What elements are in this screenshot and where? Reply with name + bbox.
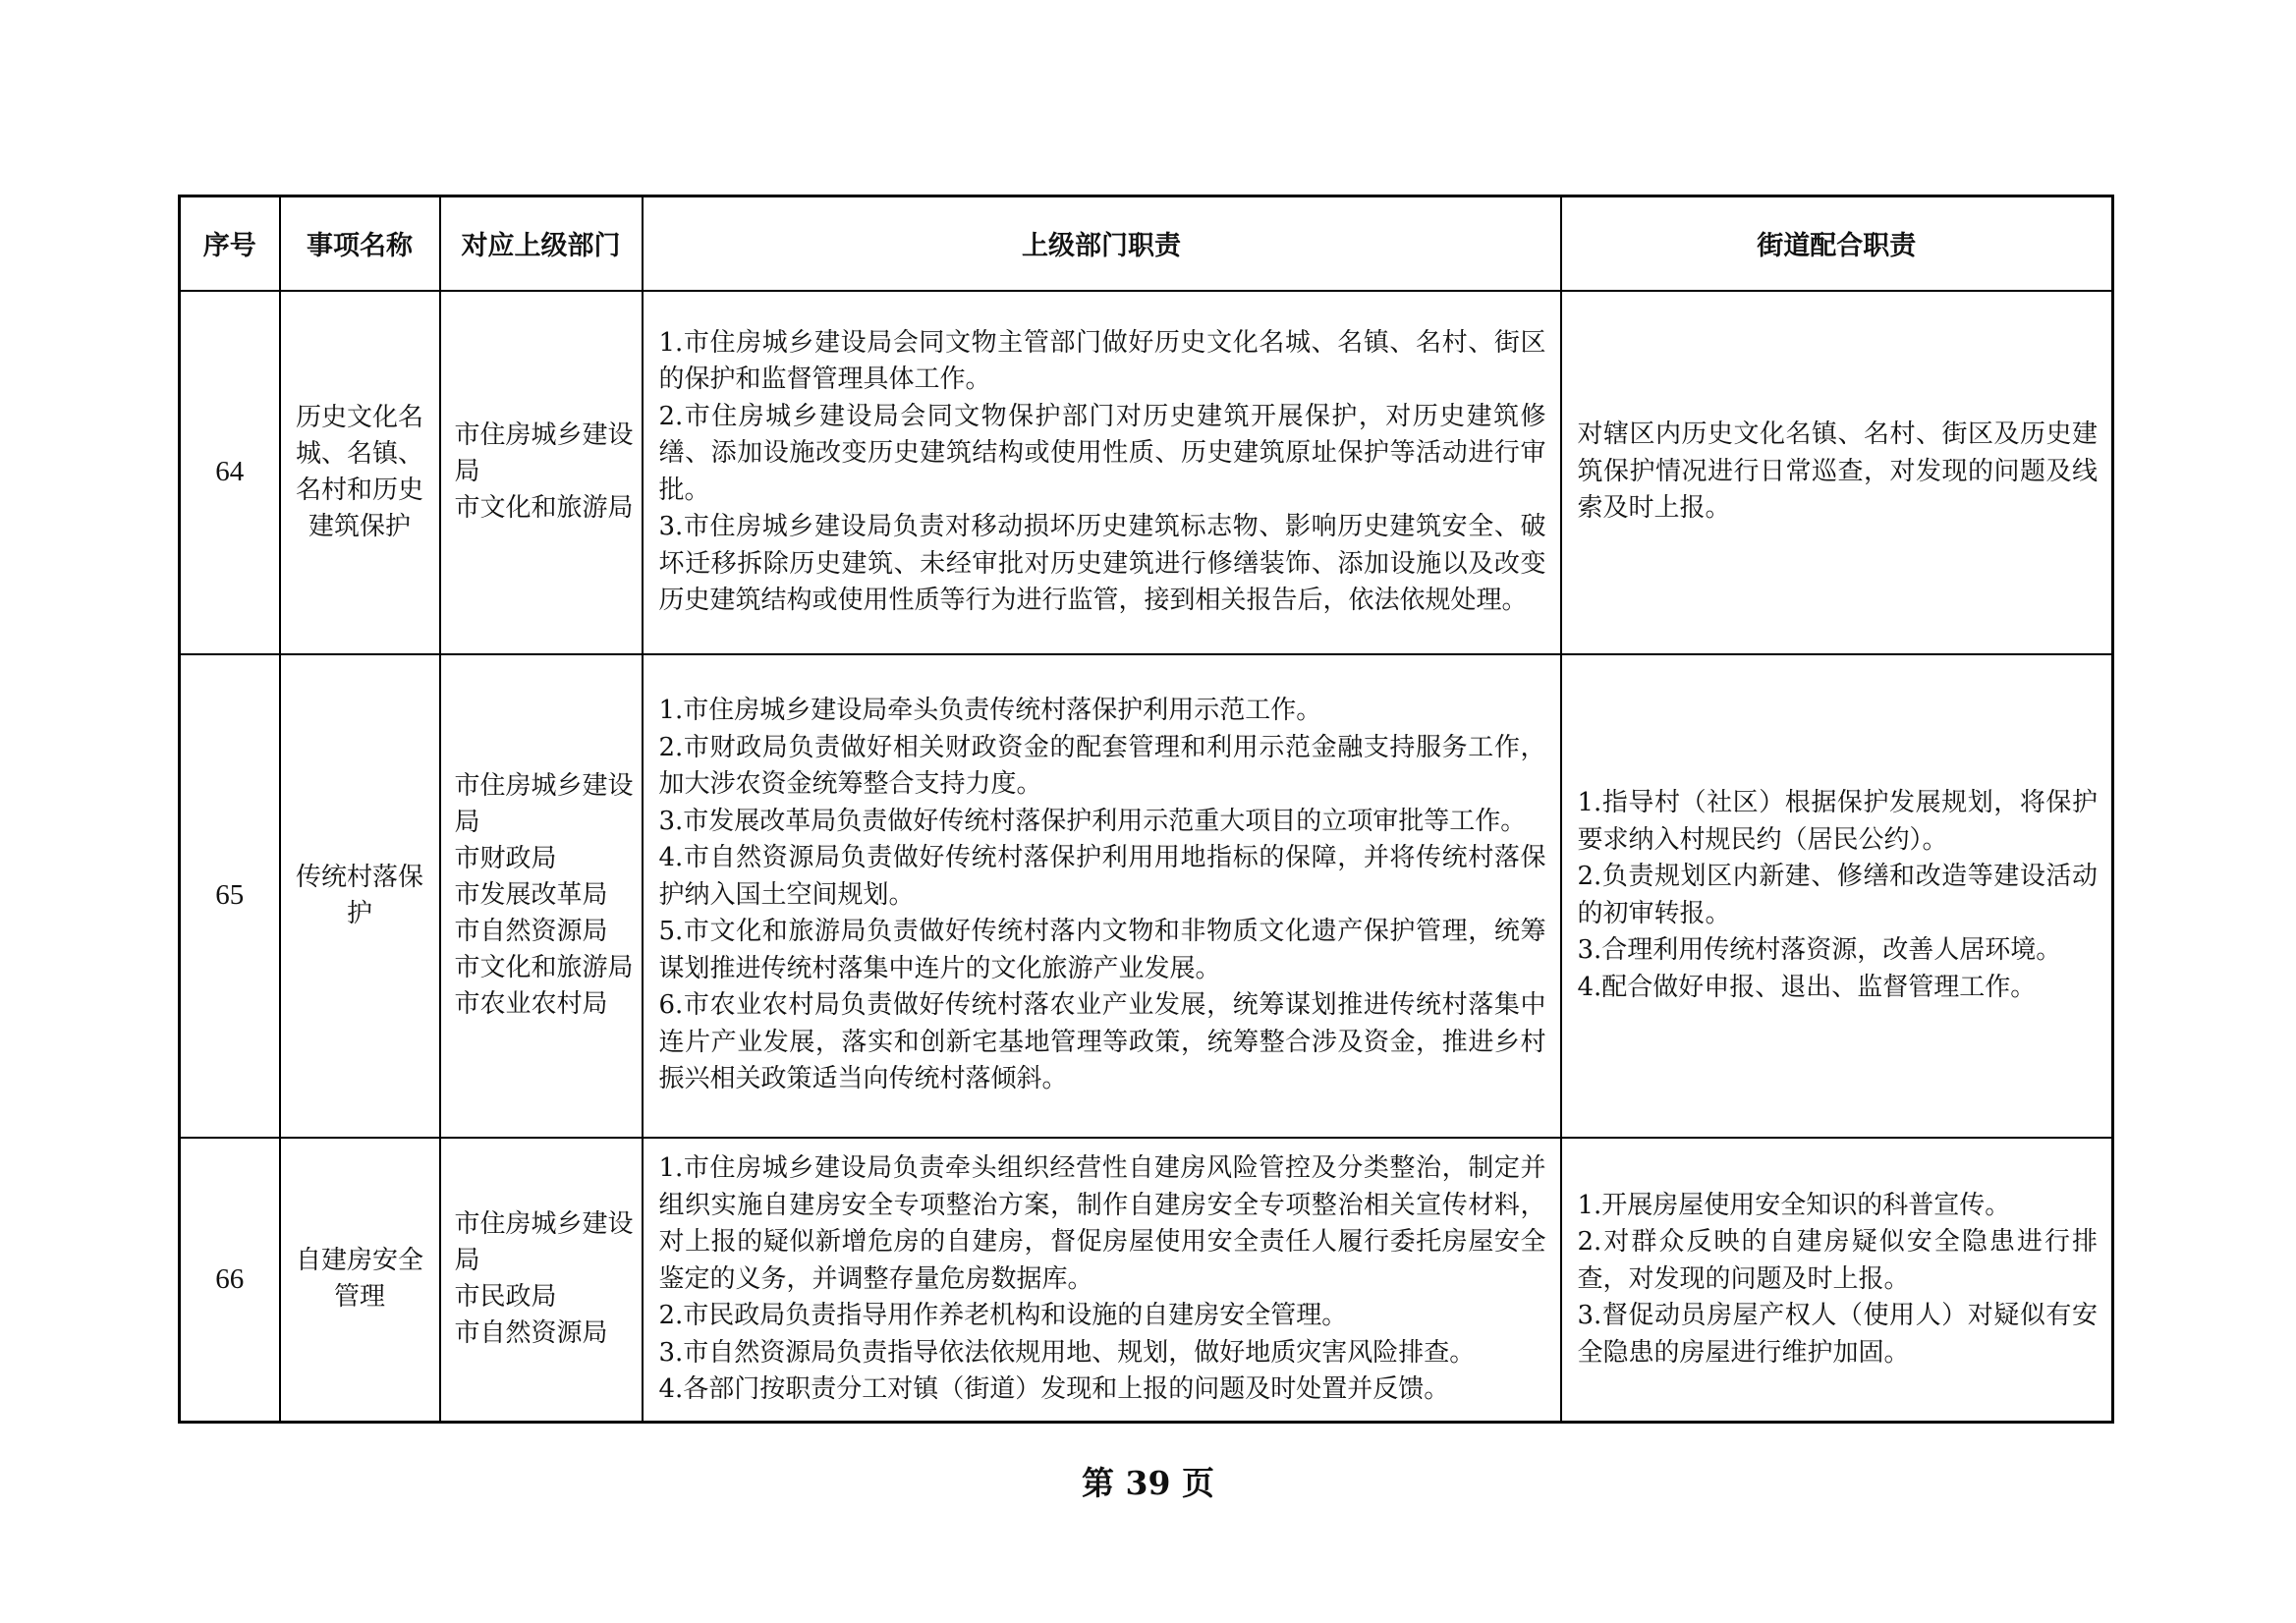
item-name: 传统村落保护 bbox=[280, 654, 440, 1138]
superior-duty bbox=[643, 654, 1561, 1138]
street-duty bbox=[1561, 1138, 2113, 1423]
street-paragraph: 3.合理利用传统村落资源，改善人居环境。 bbox=[1577, 935, 2062, 965]
header-name: 事项名称 bbox=[280, 196, 440, 291]
row-number: 65 bbox=[180, 654, 280, 1138]
duty-paragraph: 3.市自然资源局负责指导依法依规用地、规划，做好地质灾害风险排查。 bbox=[658, 1337, 1476, 1368]
street-paragraph: 4.配合做好申报、退出、监督管理工作。 bbox=[1577, 972, 2037, 1002]
street-duty bbox=[1561, 291, 2113, 654]
duty-paragraph: 4.各部门按职责分工对镇（街道）发现和上报的问题及时处置并反馈。 bbox=[658, 1374, 1450, 1404]
duty-paragraph: 1.市住房城乡建设局会同文物主管部门做好历史文化名城、名镇、名村、街区的保护和监督管理具体工作。 bbox=[658, 327, 1546, 394]
duty-paragraph: 2.市住房城乡建设局会同文物保护部门对历史建筑开展保护，对历史建筑修缮、添加设施改变历史建筑结构或使用性质、历史建筑原址保护等活动进行审批。 bbox=[658, 401, 1546, 505]
street-paragraph: 2.负责规划区内新建、修缮和改造等建设活动的初审转报。 bbox=[1577, 862, 2098, 928]
duty-paragraph: 3.市住房城乡建设局负责对移动损坏历史建筑标志物、影响历史建筑安全、破坏迁移拆除历史建筑、未经审批对历史建筑进行修缮装饰、添加设施以及改变历史建筑结构或使用性质等行为进行监管，接到相关报告后，依法依规处理。 bbox=[658, 512, 1546, 615]
duty-table bbox=[178, 195, 2114, 1424]
duty-paragraph: 2.市民政局负责指导用作养老机构和设施的自建房安全管理。 bbox=[658, 1301, 1348, 1330]
table-header-row bbox=[180, 196, 2113, 291]
department-item: 市住房城乡建设局 bbox=[454, 420, 634, 486]
department-item: 市发展改革局 bbox=[454, 880, 608, 910]
table-row bbox=[180, 654, 2113, 1138]
header-street: 街道配合职责 bbox=[1561, 196, 2113, 291]
department-list bbox=[440, 291, 643, 654]
department-item: 市文化和旅游局 bbox=[454, 953, 634, 982]
row-number: 64 bbox=[180, 291, 280, 654]
department-item: 市农业农村局 bbox=[454, 989, 608, 1019]
duty-paragraph: 6.市农业农村局负责做好传统村落农业产业发展，统筹谋划推进传统村落集中连片产业发展，落实和创新宅基地管理等政策，统筹整合涉及资金，推进乡村振兴相关政策适当向传统村落倾斜。 bbox=[658, 990, 1546, 1094]
item-name: 历史文化名城、名镇、名村和历史建筑保护 bbox=[280, 291, 440, 654]
page-number: 第 39 页 bbox=[1082, 1464, 1214, 1502]
street-paragraph: 2.对群众反映的自建房疑似安全隐患进行排查，对发现的问题及时上报。 bbox=[1577, 1227, 2098, 1294]
header-no: 序号 bbox=[180, 196, 280, 291]
duty-paragraph: 1.市住房城乡建设局牵头负责传统村落保护利用示范工作。 bbox=[658, 696, 1322, 726]
header-duty: 上级部门职责 bbox=[643, 196, 1561, 291]
department-item: 市住房城乡建设局 bbox=[454, 1209, 634, 1276]
street-paragraph: 3.督促动员房屋产权人（使用人）对疑似有安全隐患的房屋进行维护加固。 bbox=[1577, 1301, 2098, 1368]
department-item: 市住房城乡建设局 bbox=[454, 771, 634, 837]
duty-paragraph: 3.市发展改革局负责做好传统村落保护利用示范重大项目的立项审批等工作。 bbox=[658, 806, 1527, 836]
row-number: 66 bbox=[180, 1138, 280, 1423]
street-paragraph: 1.开展房屋使用安全知识的科普宣传。 bbox=[1577, 1190, 2011, 1220]
header-dept: 对应上级部门 bbox=[440, 196, 643, 291]
department-list bbox=[440, 1138, 643, 1423]
duty-paragraph: 4.市自然资源局负责做好传统村落保护利用用地指标的保障，并将传统村落保护纳入国土空间规划。 bbox=[658, 843, 1546, 910]
department-item: 市财政局 bbox=[454, 844, 557, 873]
department-item: 市自然资源局 bbox=[454, 1318, 608, 1349]
superior-duty bbox=[643, 291, 1561, 654]
street-paragraph: 对辖区内历史文化名镇、名村、街区及历史建筑保护情况进行日常巡查，对发现的问题及线索及时上报。 bbox=[1577, 420, 2098, 524]
table-row bbox=[180, 1138, 2113, 1423]
street-paragraph: 1.指导村（社区）根据保护发展规划，将保护要求纳入村规民约（居民公约）。 bbox=[1577, 788, 2098, 855]
table-row bbox=[180, 291, 2113, 654]
department-item: 市文化和旅游局 bbox=[454, 493, 634, 523]
street-duty bbox=[1561, 654, 2113, 1138]
duty-paragraph: 2.市财政局负责做好相关财政资金的配套管理和利用示范金融支持服务工作，加大涉农资金统筹整合支持力度。 bbox=[658, 732, 1546, 800]
department-list bbox=[440, 654, 643, 1138]
department-item: 市自然资源局 bbox=[454, 917, 608, 946]
duty-paragraph: 5.市文化和旅游局负责做好传统村落内文物和非物质文化遗产保护管理，统筹谋划推进传统村落集中连片的文化旅游产业发展。 bbox=[658, 917, 1546, 983]
item-name: 自建房安全管理 bbox=[280, 1138, 440, 1423]
superior-duty bbox=[643, 1138, 1561, 1423]
duty-paragraph: 1.市住房城乡建设局负责牵头组织经营性自建房风险管控及分类整治，制定并组织实施自建房安全专项整治方案，制作自建房安全专项整治相关宣传材料，对上报的疑似新增危房的自建房，督促房屋使用安全责任人履行委托房屋安全鉴定的义务，并调整存量危房数据库。 bbox=[658, 1153, 1546, 1294]
department-item: 市民政局 bbox=[454, 1282, 557, 1313]
